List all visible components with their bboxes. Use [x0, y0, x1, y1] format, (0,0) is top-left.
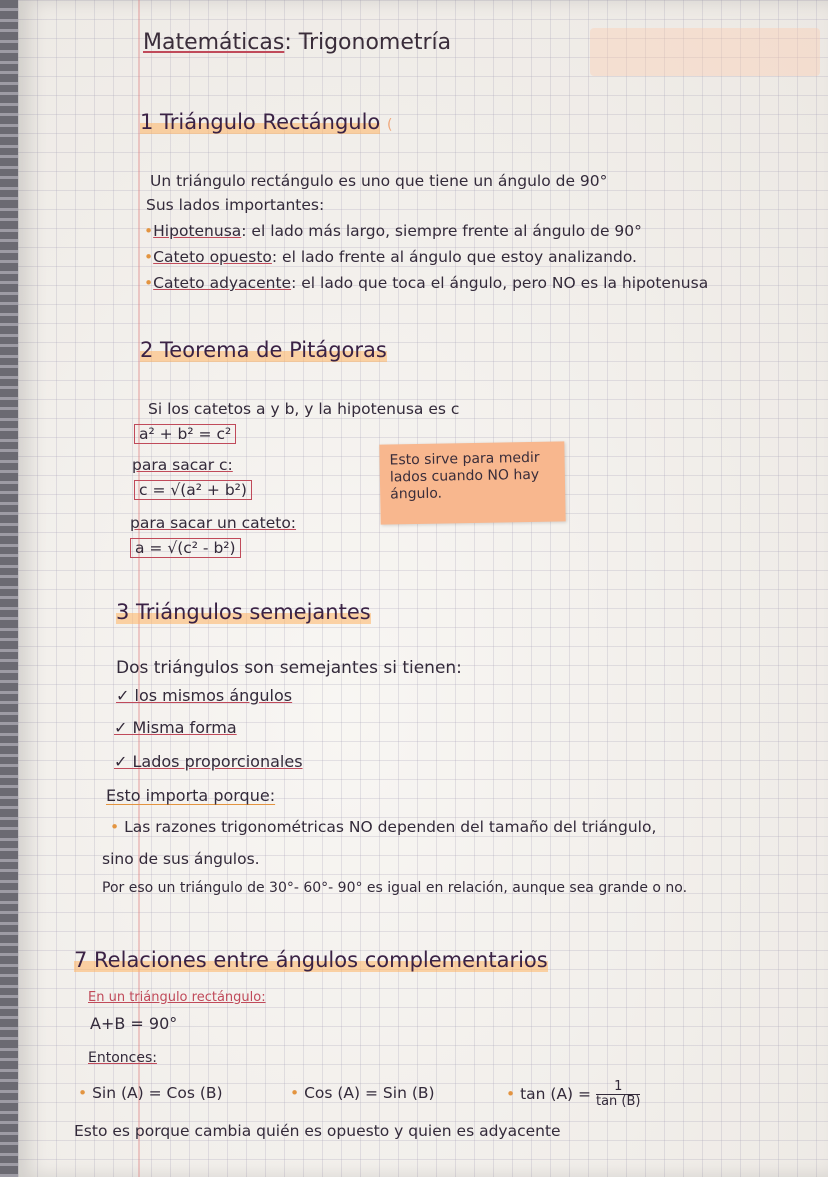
- s1-bullet-3: •Cateto adyacente: el lado que toca el ángulo, pero NO es la hipotenusa: [144, 274, 709, 292]
- page-title: Matemáticas: Trigonometría: [143, 30, 452, 55]
- title-topic: Trigonometría: [298, 30, 452, 55]
- s3-reason-2: sino de sus ángulos.: [102, 850, 260, 868]
- s3-check-2: ✓ Misma forma: [114, 718, 237, 737]
- sticky-line-3: ángulo.: [390, 485, 443, 503]
- s2-formula-1: a² + b² = c²: [134, 424, 236, 444]
- tan-numerator: 1: [596, 1080, 641, 1095]
- s2-label-2: para sacar c:: [132, 456, 233, 474]
- section-1-faint-note: (: [386, 117, 393, 133]
- section-2-title: 2 Teorema de Pitágoras: [140, 338, 387, 362]
- sticky-note: [379, 441, 565, 524]
- notebook-page: [18, 0, 828, 1177]
- sticky-line-2: lados cuando NO hay: [389, 466, 540, 486]
- s3-intro: Dos triángulos son semejantes si tienen:: [116, 658, 462, 678]
- title-subject: Matemáticas: [143, 30, 285, 55]
- s2-line-1: Si los catetos a y b, y la hipotenusa es c: [148, 400, 460, 418]
- s7-entonces: Entonces:: [88, 1050, 157, 1066]
- section-1-heading: [140, 110, 392, 134]
- s3-check-1: ✓ los mismos ángulos: [116, 686, 293, 705]
- s1-bullet-2: •Cateto opuesto: el lado frente al ángulo que estoy analizando.: [144, 248, 637, 266]
- s3-reason-1: • Las razones trigonométricas NO dependen del tamaño del triángulo,: [110, 818, 657, 836]
- s7-relation-1: • Sin (A) = Cos (B): [78, 1084, 223, 1102]
- s1-line-2: Sus lados importantes:: [146, 196, 325, 214]
- section-7-heading: [74, 948, 548, 972]
- s3-why: Esto importa porque:: [106, 786, 276, 805]
- s7-relation-2: • Cos (A) = Sin (B): [290, 1084, 435, 1102]
- s2-formula-3: a = √(c² - b²): [130, 538, 241, 558]
- section-7-title: 7 Relaciones entre ángulos complementarios: [74, 948, 548, 972]
- s3-reason-3: Por eso un triángulo de 30°- 60°- 90° es igual en relación, aunque sea grande o no.: [102, 880, 688, 896]
- s1-bullet-1: •Hipotenusa: el lado más largo, siempre frente al ángulo de 90°: [144, 222, 642, 240]
- s7-closing: Esto es porque cambia quién es opuesto y quien es adyacente: [74, 1122, 561, 1140]
- corner-highlight: [590, 28, 820, 76]
- s7-relation-3: • tan (A) = $\frac{1}{\tan (B)}$: [506, 1079, 641, 1109]
- sticky-line-1: Esto sirve para medir: [389, 449, 540, 469]
- s3-check-3: ✓ Lados proporcionales: [114, 752, 303, 771]
- s7-sub: En un triángulo rectángulo:: [88, 990, 266, 1005]
- s2-label-3: para sacar un cateto:: [130, 514, 297, 532]
- section-2-heading: [140, 338, 387, 362]
- section-3-title: 3 Triángulos semejantes: [116, 600, 371, 624]
- s1-line-1: Un triángulo rectángulo es uno que tiene un ángulo de 90°: [150, 172, 608, 190]
- tan-denominator: tan (B): [595, 1094, 641, 1109]
- s7-sum: A+B = 90°: [90, 1014, 178, 1033]
- s2-formula-2: c = √(a² + b²): [134, 480, 252, 500]
- section-3-heading: [116, 600, 371, 624]
- section-1-title: 1 Triángulo Rectángulo: [140, 110, 381, 134]
